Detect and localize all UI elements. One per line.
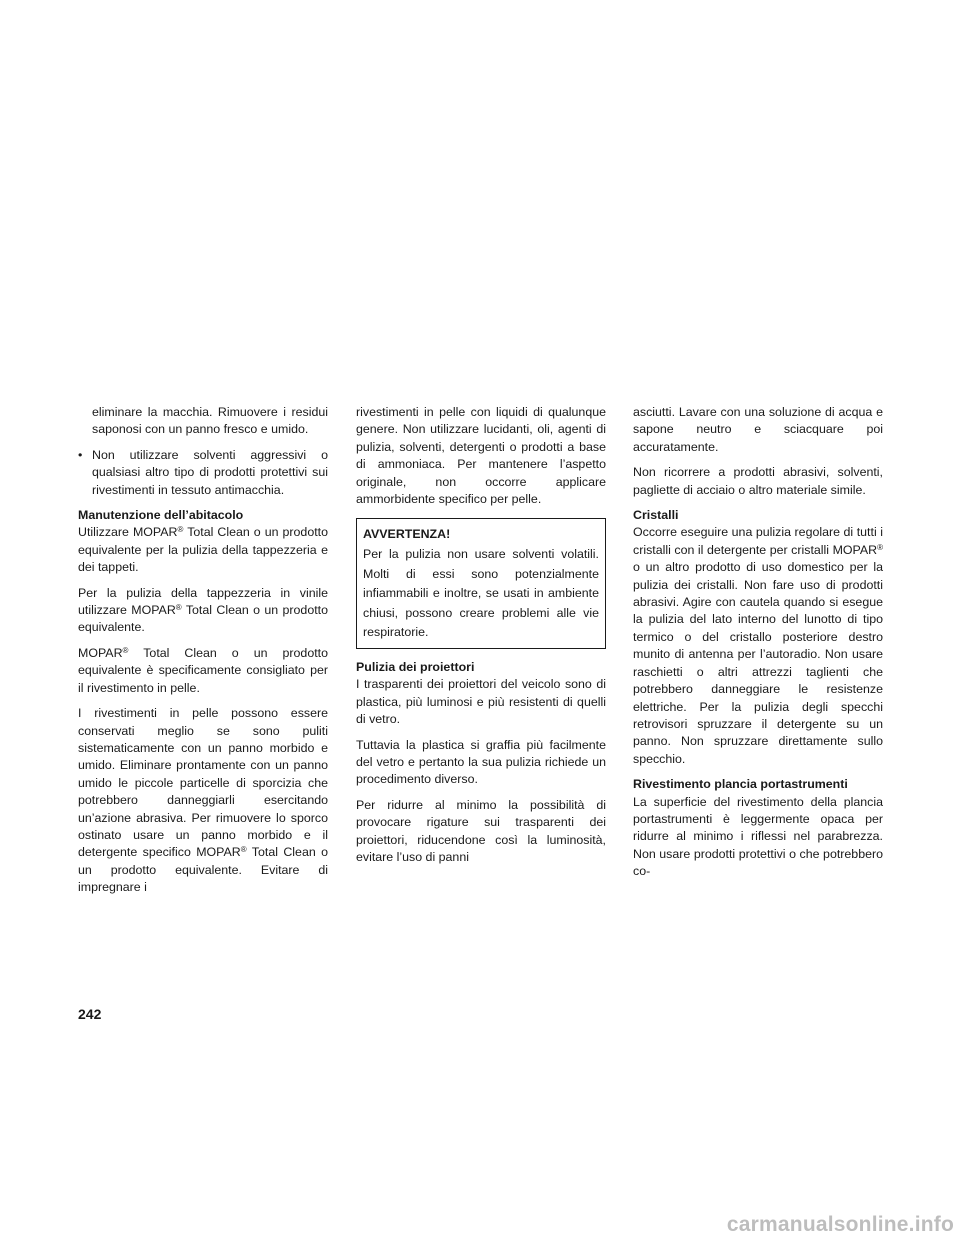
heading-dashboard: Rivestimento plancia portastrumenti — [633, 777, 848, 792]
registered-mark: ® — [240, 845, 247, 855]
column-right — [633, 404, 883, 889]
paragraph-continuation: rivestimenti in pelle con liquidi di qualunque genere. Non utilizzare lucidanti, oli, agenti di pulizia, solventi, detergenti o prodotti a base di ammoniaca. Per mantenere l’aspetto originale, non occorre applicare ammorbidente specifico per pelle. — [356, 405, 606, 507]
paragraph-headlights-1: I trasparenti dei proiettori del veicolo sono di plastica, più luminosi e più resistenti di quelli di vetro. — [356, 677, 606, 727]
registered-mark: ® — [122, 645, 129, 655]
registered-mark: ® — [175, 603, 182, 613]
footer-watermark: carmanualsonline.info — [726, 1213, 954, 1236]
bullet-text: Non utilizzare solventi aggressivi o qualsiasi altro tipo di prodotti protettivi sui rivestimenti in tessuto antimacchia. — [92, 447, 328, 497]
paragraph-headlights-2: Tuttavia la plastica si graffia più facilmente del vetro e pertanto la sua pulizia richiede un procedimento diverso. — [356, 737, 606, 787]
paragraph-glass: Occorre eseguire una pulizia regolare di tutti i cristalli con il detergente per cristalli MOPAR® o un altro prodotto di uso domestico per la pulizia dei cristalli. Non fare uso di prodotti abrasivi. Agire con cautela quando si esegue la pulizia del lato interno del lunotto di tipo termico o del cristallo posteriore destro munito di antenna per l’autoradio. Non usare raschietti o altri attrezzi taglienti che potrebbero danneggiare le resistenze elettriche. Per la pulizia degli specchi retrovisori spruzzare il detergente su un panno. Non spruzzare direttamente sullo specchio. — [633, 525, 883, 766]
page-number: 242 — [78, 1006, 102, 1022]
paragraph-total-clean: Utilizzare MOPAR® Total Clean o un prodotto equivalente per la pulizia della tappezzeria e dei tappeti. — [78, 525, 328, 575]
paragraph-dashboard: La superficie del rivestimento della plancia portastrumenti è leggermente opaca per ridurre al minimo i riflessi nel parabrezza. Non usare prodotti protettivi o che potrebbero co- — [633, 794, 883, 879]
bullet-item — [78, 447, 328, 499]
paragraph-continuation: asciutti. Lavare con una soluzione di acqua e sapone neutro e sciacquare poi accuratamente. — [633, 405, 883, 454]
heading-glass: Cristalli — [633, 508, 679, 523]
warning-box — [356, 518, 606, 649]
column-middle — [356, 404, 606, 874]
registered-mark: ® — [877, 542, 883, 552]
paragraph-vinyl: Per la pulizia della tappezzeria in vinile utilizzare MOPAR® Total Clean o un prodotto equivalente. — [78, 585, 328, 635]
warning-text: Per la pulizia non usare solventi volatili. Molti di essi sono potenzialmente infiammabili e inoltre, se usati in ambiente chiusi, possono creare problemi alle vie respiratorie. — [363, 547, 599, 640]
paragraph-no-abrasives: Non ricorrere a prodotti abrasivi, solventi, pagliette di acciaio o altro materiale simile. — [633, 465, 883, 497]
paragraph-headlights-3: Per ridurre al minimo la possibilità di provocare rigature sui trasparenti dei proiettori, riducendone così la luminosità, evitare l’uso di panni — [356, 797, 606, 865]
registered-mark: ® — [177, 525, 184, 535]
warning-title: AVVERTENZA! — [363, 527, 451, 542]
heading-headlights: Pulizia dei proiettori — [356, 660, 475, 674]
column-left — [78, 404, 328, 905]
bullet-icon: • — [78, 447, 83, 462]
paragraph-continuation: eliminare la macchia. Rimuovere i residui saponosi con un panno fresco e umido. — [92, 405, 328, 437]
paragraph-leather-care: I rivestimenti in pelle possono essere conservati meglio se sono puliti sistematicamente con un panno morbido e umido. Eliminare prontamente con un panno umido le piccole particelle di sporcizia che potrebbero danneggiarli esercitando un’azione abrasiva. Per rimuovere lo sporco ostinato usare un panno morbido e il detergente specifico MOPAR® Total Clean o un prodotto equivalente. Evitare di impregnare i — [78, 706, 328, 895]
paragraph-leather-recommend: MOPAR® Total Clean o un prodotto equivalente è specificamente consigliato per il rivestimento in pelle. — [78, 645, 328, 695]
heading-cabin-maintenance: Manutenzione dell’abitacolo — [78, 508, 244, 523]
